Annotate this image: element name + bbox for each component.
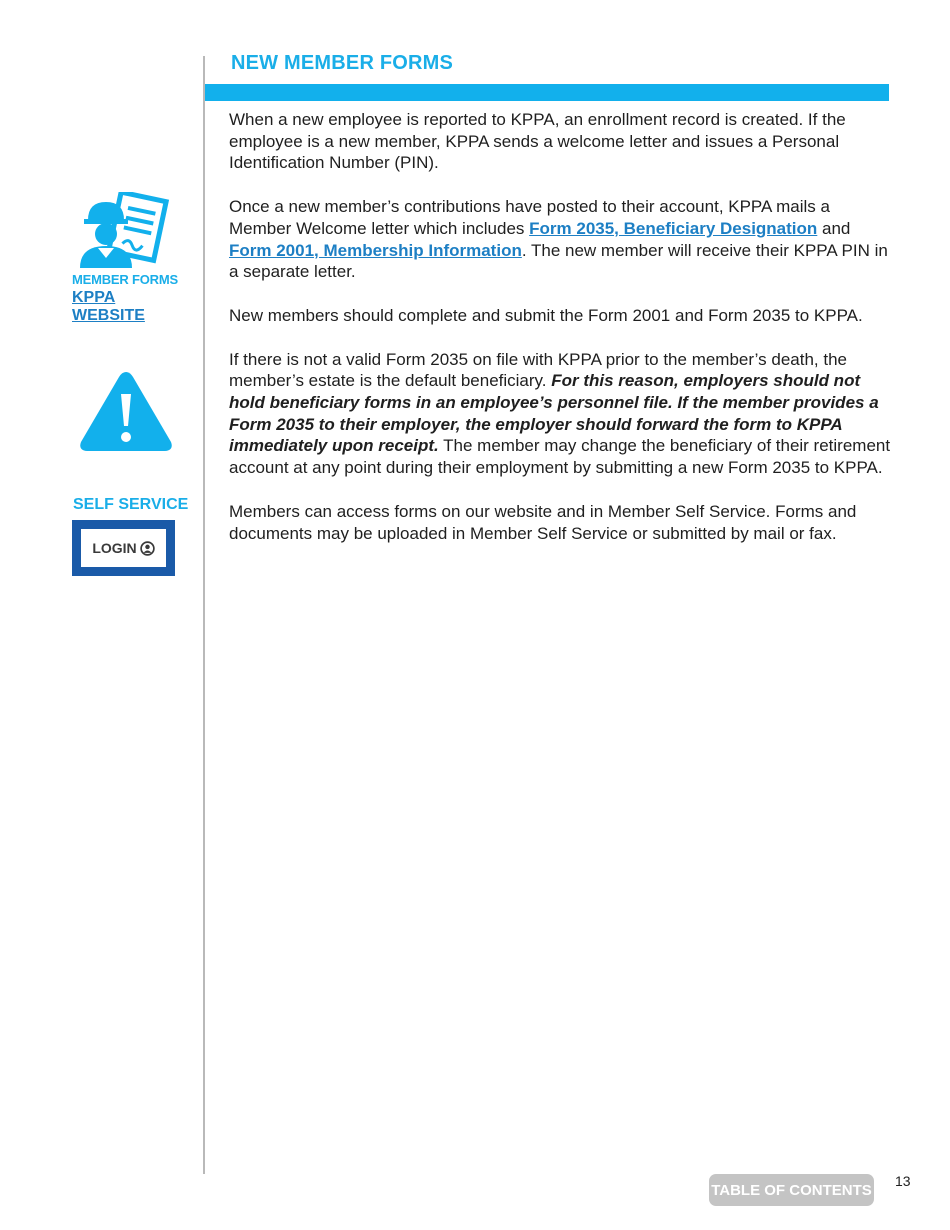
vertical-divider bbox=[203, 56, 205, 1174]
body-text bbox=[229, 109, 897, 566]
paragraph-text: and bbox=[817, 218, 851, 238]
paragraph-text: . The new member will receive their KPPA PIN in a separate letter. bbox=[229, 240, 888, 282]
paragraph-welcome-letter bbox=[229, 196, 897, 283]
paragraph-text: The member may change the beneficiary of their retirement account at any point during their employment by submitting a new Form 2035 to KPPA. bbox=[229, 436, 891, 478]
title-underline-bar bbox=[205, 84, 889, 101]
paragraph-enrollment: When a new employee is reported to KPPA, an enrollment record is created. If the employee is a new member, KPPA sends a welcome letter and issues a Personal Identification Number (PIN). bbox=[229, 110, 846, 173]
form-2035-link[interactable]: Form 2035, Beneficiary Designation bbox=[529, 218, 818, 238]
paragraph-beneficiary bbox=[229, 349, 897, 479]
warning-block bbox=[77, 368, 175, 459]
page-number: 13 bbox=[895, 1173, 911, 1189]
form-2001-link[interactable]: Form 2001, Membership Information bbox=[229, 240, 522, 260]
kppa-website-link[interactable]: KPPA WEBSITE bbox=[72, 289, 145, 324]
member-forms-block[interactable] bbox=[70, 192, 190, 325]
login-label: LOGIN bbox=[92, 540, 137, 556]
paragraph-access-forms: Members can access forms on our website and in Member Self Service. Forms and documents may be uploaded in Member Self Service or submitted by mail or fax. bbox=[229, 501, 857, 543]
login-button[interactable] bbox=[72, 520, 175, 576]
user-circle-icon bbox=[140, 541, 155, 556]
login-button-face bbox=[79, 527, 168, 569]
member-forms-label: MEMBER FORMS bbox=[72, 272, 178, 287]
self-service-label: SELF SERVICE bbox=[73, 496, 189, 513]
paragraph-submit-forms: New members should complete and submit the Form 2001 and Form 2035 to KPPA. bbox=[229, 305, 863, 325]
bold-italic-warning: For this reason, employers should not hold beneficiary forms in an employee’s personnel file. If the member provides a Form 2035 to their employer, the employer should forward the form to KPPA immediately upon receipt. bbox=[229, 371, 879, 456]
member-forms-icon bbox=[74, 192, 174, 268]
table-of-contents-button[interactable]: TABLE OF CONTENTS bbox=[709, 1174, 874, 1206]
page-title: NEW MEMBER FORMS bbox=[231, 52, 454, 74]
paragraph-text: Once a new member’s contributions have posted to their account, KPPA mails a Member Welcome letter which includes bbox=[229, 197, 830, 238]
paragraph-text: If there is not a valid Form 2035 on file with KPPA prior to the member’s death, the member’s estate is the default beneficiary. bbox=[229, 349, 847, 391]
warning-icon bbox=[77, 368, 175, 454]
